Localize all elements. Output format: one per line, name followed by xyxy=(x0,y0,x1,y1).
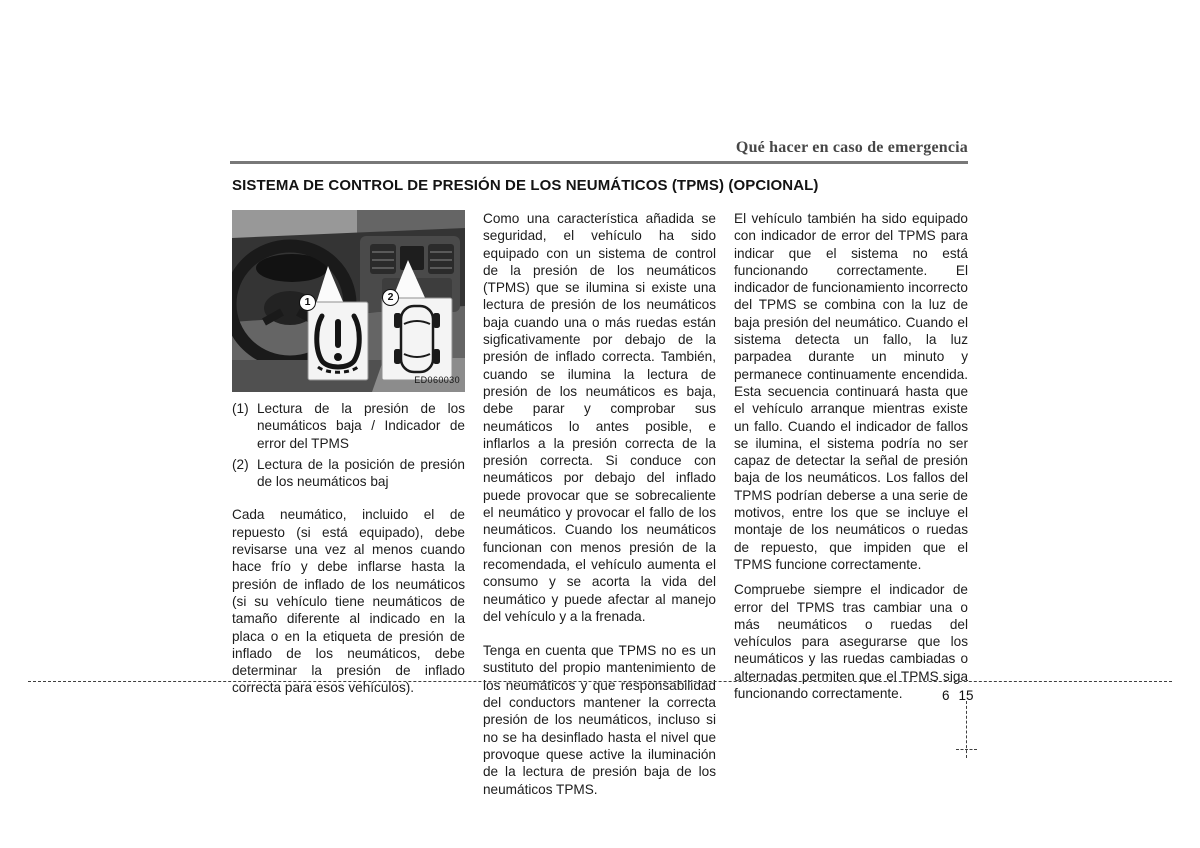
footer-dashed-rule xyxy=(28,681,1172,682)
caption-text: Lectura de la presión de los neumáticos baja / Indicador de error del TPMS xyxy=(257,401,465,451)
header-rule xyxy=(230,161,968,164)
dashboard-photo xyxy=(232,210,465,392)
caption-marker: (1) xyxy=(232,401,249,416)
section-number: 6 xyxy=(942,688,950,703)
paragraph: Tenga en cuenta que TPMS no es un sustituto del propio mantenimiento de los neumáticos y que responsabilidad del conductors mantener la correcta presión de los neumáticos, incluso si no se ha desinflado hasta el nivel que provoque quese active la iluminación de la lectura de presión baja de los neumáticos TPMS. xyxy=(483,643,716,797)
caption-text: Lectura de la posición de presión de los neumáticos baj xyxy=(257,456,465,490)
paragraph: El vehículo también ha sido equipado con indicador de error del TPMS para indicar que el sistema no está funcionando correctamente. El indicador de funcionamiento incorrecto del TPMS se combina con la luz de baja presión del neumático. Cuando el sistema detecta un fallo, la luz parpadea durante un minuto y permanece continuamente encendida. Esta secuencia continuará hasta que el vehículo arranque mientras existe un fallo. Cuando el indicador de fallos se ilumina, el sistema podría no ser capaz de detectar la señal de presión baja de los neumáticos. Los fallos del TPMS podrían deberse a una serie de motivos, entre los que se incluye el montaje de los neumáticos o ruedas de repuesto, que impiden que el TPMS funcione correctamente. xyxy=(734,211,968,572)
figure-code: ED060030 xyxy=(414,374,460,385)
figure-caption-item-1 xyxy=(232,400,465,452)
page-number xyxy=(942,688,974,703)
page-in-section: 15 xyxy=(958,688,974,703)
fold-mark-tick xyxy=(956,749,977,750)
page-title: SISTEMA DE CONTROL DE PRESIÓN DE LOS NEUMÁTICOS (TPMS) (OPCIONAL) xyxy=(232,177,819,194)
paragraph: Compruebe siempre el indicador de error del TPMS tras cambiar una o más neumáticos o ruedas del vehículos para asegurarse que los neumáticos y las ruedas cambiadas o alternadas permiten que el TPMS siga funcionando correctamente. xyxy=(734,582,968,702)
caption-marker: (2) xyxy=(232,456,249,472)
running-header: Qué hacer en caso de emergencia xyxy=(735,139,968,156)
tpms-warning-icon xyxy=(308,302,368,380)
figure-caption-item-2 xyxy=(232,456,465,491)
paragraph: Cada neumático, incluido el de repuesto (si está equipado), debe revisarse una vez al menos cuando hace frío y debe inflarse hasta la presión de inflado de los neumáticos (si su vehículo tiene neumáticos de tamaño diferente al indicado en la placa o en la etiqueta de presión de inflado de los neumáticos, debe determinar la presión de inflado correcta para esos vehículos). xyxy=(232,507,465,696)
tire-position-icon xyxy=(382,298,452,380)
dashboard-figure xyxy=(232,210,465,392)
callout-badge-2: 2 xyxy=(382,289,399,306)
column-left xyxy=(232,210,465,697)
callout-badge-1: 1 xyxy=(299,294,316,311)
column-right xyxy=(734,210,968,702)
column-middle xyxy=(483,210,716,798)
paragraph: Como una característica añadida se seguridad, el vehículo ha sido equipado con un sistema de control de la presión de los neumáticos (TPMS) que se ilumina si existe una lectura de presión de los neumáticos baja cuando una o más ruedas están sigficativamente por debajo de la presión de inflado correcta. También, cuando se ilumina la lectura de presión de los neumáticos es baja, debe parar y comprobar sus neumáticos lo antes posible, e inflarlos a la presión correcta de la presión correcta. Si conduce con neumáticos por debajo del inflado puede provocar que se sobrecaliente el neumático y provocar el fallo de los neumáticos. Cuando los neumáticos funcionan con menos presión de la recomendada, el vehículo aumenta el consumo y se acorta la vida del neumático y puede afectar al manejo del vehículo y a la frenada. xyxy=(483,211,716,624)
